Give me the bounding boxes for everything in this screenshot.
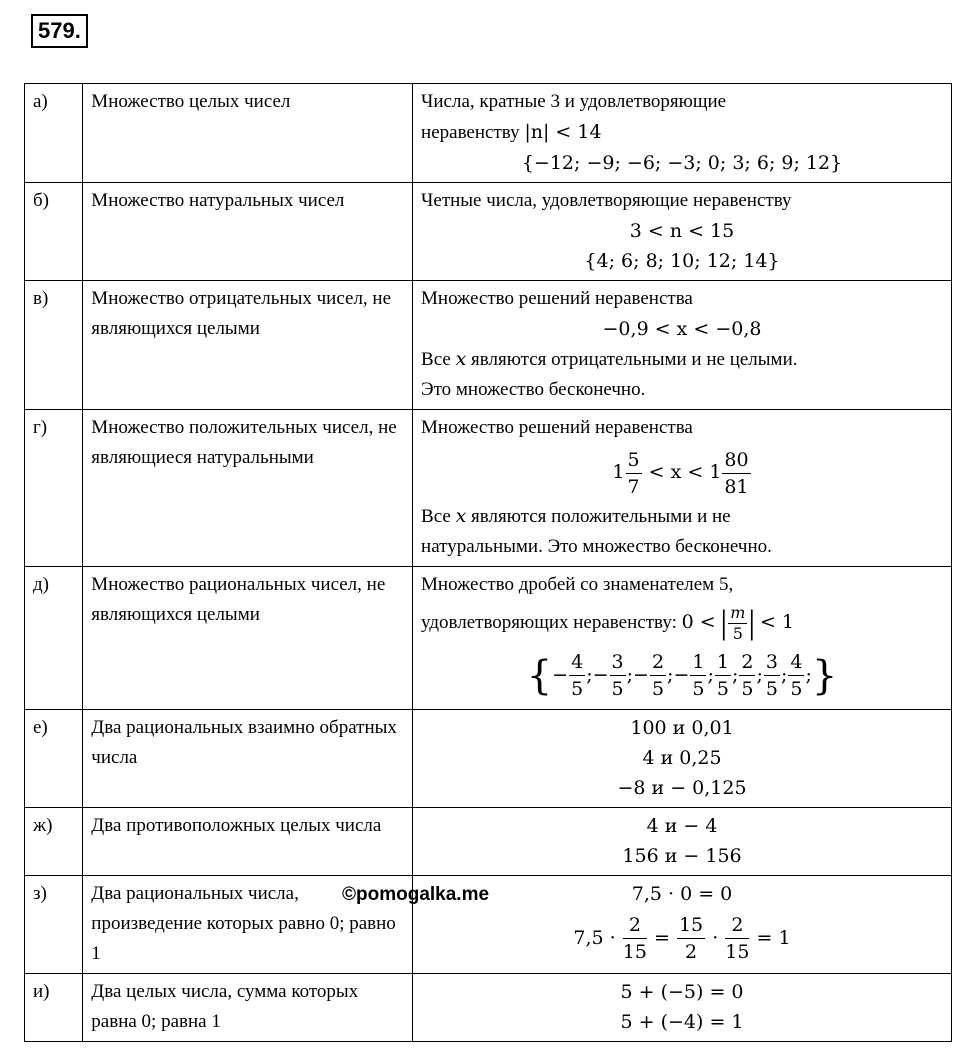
fraction bbox=[677, 912, 705, 965]
answer-math bbox=[421, 443, 943, 501]
answer-line: 156 и − 156 bbox=[622, 844, 742, 867]
answer-line: 4 и 0,25 bbox=[642, 746, 722, 769]
fraction-numerator: 2 bbox=[739, 649, 755, 676]
set-separator: ; bbox=[731, 663, 739, 686]
answer-text: Все bbox=[421, 349, 456, 370]
set-separator: ; bbox=[586, 663, 593, 686]
fraction-numerator: 1 bbox=[715, 649, 731, 676]
fraction bbox=[739, 649, 755, 702]
set-separator: ; bbox=[626, 663, 634, 686]
row-answer bbox=[413, 875, 952, 973]
fraction bbox=[569, 649, 585, 702]
answer-line bbox=[421, 600, 943, 646]
fraction-numerator: 5 bbox=[626, 447, 642, 474]
answer-math: 3 < n < 15 bbox=[629, 220, 735, 242]
answer-line: Множество решений неравенства bbox=[421, 288, 693, 309]
fraction-denominator: 15 bbox=[622, 941, 647, 964]
fraction-numerator: 2 bbox=[623, 912, 647, 939]
fraction bbox=[725, 912, 749, 965]
answer-text: удовлетворяющих неравенству: bbox=[421, 612, 682, 633]
fraction bbox=[623, 912, 647, 965]
set-separator: ; bbox=[756, 663, 763, 686]
fraction-denominator: 5 bbox=[732, 624, 743, 644]
table-row bbox=[25, 973, 952, 1041]
row-description: Два противоположных целых числа bbox=[83, 807, 413, 875]
answer-line: 4 и − 4 bbox=[646, 814, 718, 837]
fraction-denominator: 5 bbox=[611, 678, 624, 701]
row-answer bbox=[413, 709, 952, 807]
equation-part: · bbox=[712, 926, 719, 949]
answer-line: 5 + (−4) = 1 bbox=[620, 1010, 744, 1033]
fraction bbox=[764, 649, 780, 702]
set-separator: ; bbox=[667, 663, 674, 686]
answer-line: 7,5 · 0 = 0 bbox=[631, 882, 733, 905]
row-description: Два рациональных числа, произведение которых равно 0; равно 1 bbox=[83, 875, 413, 973]
answer-line bbox=[421, 117, 943, 148]
table-row bbox=[25, 84, 952, 183]
row-answer bbox=[413, 281, 952, 410]
row-answer bbox=[413, 410, 952, 567]
set-separator: ; bbox=[780, 663, 788, 686]
row-description: Множество отрицательных чисел, не являющихся целыми bbox=[83, 281, 413, 410]
row-letter: е) bbox=[25, 709, 83, 807]
table-row bbox=[25, 281, 952, 410]
answer-math: 0 < bbox=[681, 611, 716, 633]
answer-line: −8 и − 0,125 bbox=[617, 776, 747, 799]
answer-text: являются положительными и не bbox=[466, 506, 731, 527]
answer-line: 100 и 0,01 bbox=[630, 716, 734, 739]
fraction bbox=[722, 447, 750, 500]
row-answer bbox=[413, 973, 952, 1041]
fraction-denominator: 7 bbox=[627, 475, 640, 498]
fraction bbox=[715, 649, 731, 702]
row-letter: б) bbox=[25, 183, 83, 281]
fraction bbox=[728, 603, 747, 644]
answer-set: {4; 6; 8; 10; 12; 14} bbox=[584, 250, 780, 272]
fraction-denominator: 5 bbox=[741, 678, 754, 701]
answer-line: Это множество бесконечно. bbox=[421, 379, 646, 400]
answer-set bbox=[421, 646, 943, 705]
fraction-denominator: 15 bbox=[725, 941, 750, 964]
fraction-sign: − bbox=[552, 663, 569, 686]
abs-bar-left: | bbox=[720, 604, 728, 642]
answer-math: −0,9 < x < −0,8 bbox=[602, 318, 762, 340]
answer-line: Четные числа, удовлетворяющие неравенству bbox=[421, 190, 792, 211]
abs-bar-right: | bbox=[748, 604, 756, 642]
answer-text: являются отрицательными и не целыми. bbox=[466, 349, 798, 370]
row-answer bbox=[413, 183, 952, 281]
fraction-denominator: 5 bbox=[692, 678, 705, 701]
fraction bbox=[610, 649, 626, 702]
inequality-middle: < x < bbox=[642, 461, 710, 483]
answer-line: Множество решений неравенства bbox=[421, 417, 693, 438]
answer-math: |n| < 14 bbox=[524, 121, 602, 143]
fraction bbox=[690, 649, 706, 702]
fraction-denominator: 5 bbox=[765, 678, 778, 701]
watermark: ©pomogalka.me bbox=[342, 884, 490, 905]
table-row bbox=[25, 410, 952, 567]
row-answer bbox=[413, 807, 952, 875]
fraction-sign: − bbox=[633, 663, 649, 686]
row-description: Множество положительных чисел, не являющиеся натуральными bbox=[83, 410, 413, 567]
row-letter: а) bbox=[25, 84, 83, 183]
equation-part: 7,5 · bbox=[573, 926, 616, 949]
set-separator: ; bbox=[805, 663, 812, 686]
equation-part: = bbox=[654, 926, 670, 949]
brace-close: } bbox=[811, 652, 838, 699]
table-row bbox=[25, 183, 952, 281]
answer-math bbox=[421, 909, 943, 967]
row-letter: в) bbox=[25, 281, 83, 410]
row-letter: и) bbox=[25, 973, 83, 1041]
fraction-numerator: 2 bbox=[650, 649, 666, 676]
row-description: Множество рациональных чисел, не являющихся целыми bbox=[83, 567, 413, 710]
fraction-numerator: 3 bbox=[764, 649, 780, 676]
answer-variable: x bbox=[455, 348, 467, 370]
fraction-sign: − bbox=[673, 663, 690, 686]
row-description: Множество натуральных чисел bbox=[83, 183, 413, 281]
fraction-numerator: 4 bbox=[569, 649, 585, 676]
fraction bbox=[788, 649, 804, 702]
fraction-denominator: 5 bbox=[571, 678, 584, 701]
row-answer bbox=[413, 567, 952, 710]
fraction-numerator: 1 bbox=[690, 649, 706, 676]
fraction-numerator: m bbox=[730, 603, 746, 623]
answer-line: 5 + (−5) = 0 bbox=[620, 980, 744, 1003]
row-answer bbox=[413, 84, 952, 183]
fraction-numerator: 3 bbox=[610, 649, 626, 676]
fraction bbox=[626, 447, 642, 500]
row-letter: г) bbox=[25, 410, 83, 567]
equation-part: = 1 bbox=[756, 926, 791, 949]
brace-open: { bbox=[526, 652, 553, 699]
table-row bbox=[25, 709, 952, 807]
answer-math: < 1 bbox=[759, 611, 795, 633]
fraction-numerator: 2 bbox=[725, 912, 749, 939]
mixed-whole: 1 bbox=[709, 461, 722, 483]
fraction bbox=[650, 649, 666, 702]
answer-text: Все bbox=[421, 506, 456, 527]
row-description: Множество целых чисел bbox=[83, 84, 413, 183]
answer-line: Числа, кратные 3 и удовлетворяющие bbox=[421, 91, 727, 112]
row-letter: з) bbox=[25, 875, 83, 973]
answer-line bbox=[421, 501, 943, 532]
table-row bbox=[25, 567, 952, 710]
mixed-whole: 1 bbox=[612, 461, 625, 483]
row-description: Два рациональных взаимно обратных числа bbox=[83, 709, 413, 807]
row-description: Два целых числа, сумма которых равна 0; равна 1 bbox=[83, 973, 413, 1041]
fraction-numerator: 15 bbox=[677, 912, 705, 939]
table-row bbox=[25, 807, 952, 875]
answer-line bbox=[421, 344, 943, 375]
set-separator: ; bbox=[707, 663, 714, 686]
answer-line: натуральными. Это множество бесконечно. bbox=[421, 536, 772, 557]
fraction-denominator: 5 bbox=[790, 678, 803, 701]
fraction-denominator: 81 bbox=[724, 475, 749, 498]
fraction-numerator: 4 bbox=[788, 649, 804, 676]
row-letter: д) bbox=[25, 567, 83, 710]
fraction-sign: − bbox=[592, 663, 609, 686]
answer-line: Множество дробей со знаменателем 5, bbox=[421, 574, 734, 595]
fraction-denominator: 5 bbox=[651, 678, 665, 701]
problem-number: 579. bbox=[31, 14, 88, 48]
fraction-denominator: 2 bbox=[685, 941, 698, 964]
answer-variable: x bbox=[455, 505, 467, 527]
row-letter: ж) bbox=[25, 807, 83, 875]
answer-set: {−12; −9; −6; −3; 0; 3; 6; 9; 12} bbox=[521, 152, 843, 174]
answer-text: неравенству bbox=[421, 122, 525, 143]
fraction-denominator: 5 bbox=[716, 678, 729, 701]
fraction-numerator: 80 bbox=[722, 447, 750, 474]
